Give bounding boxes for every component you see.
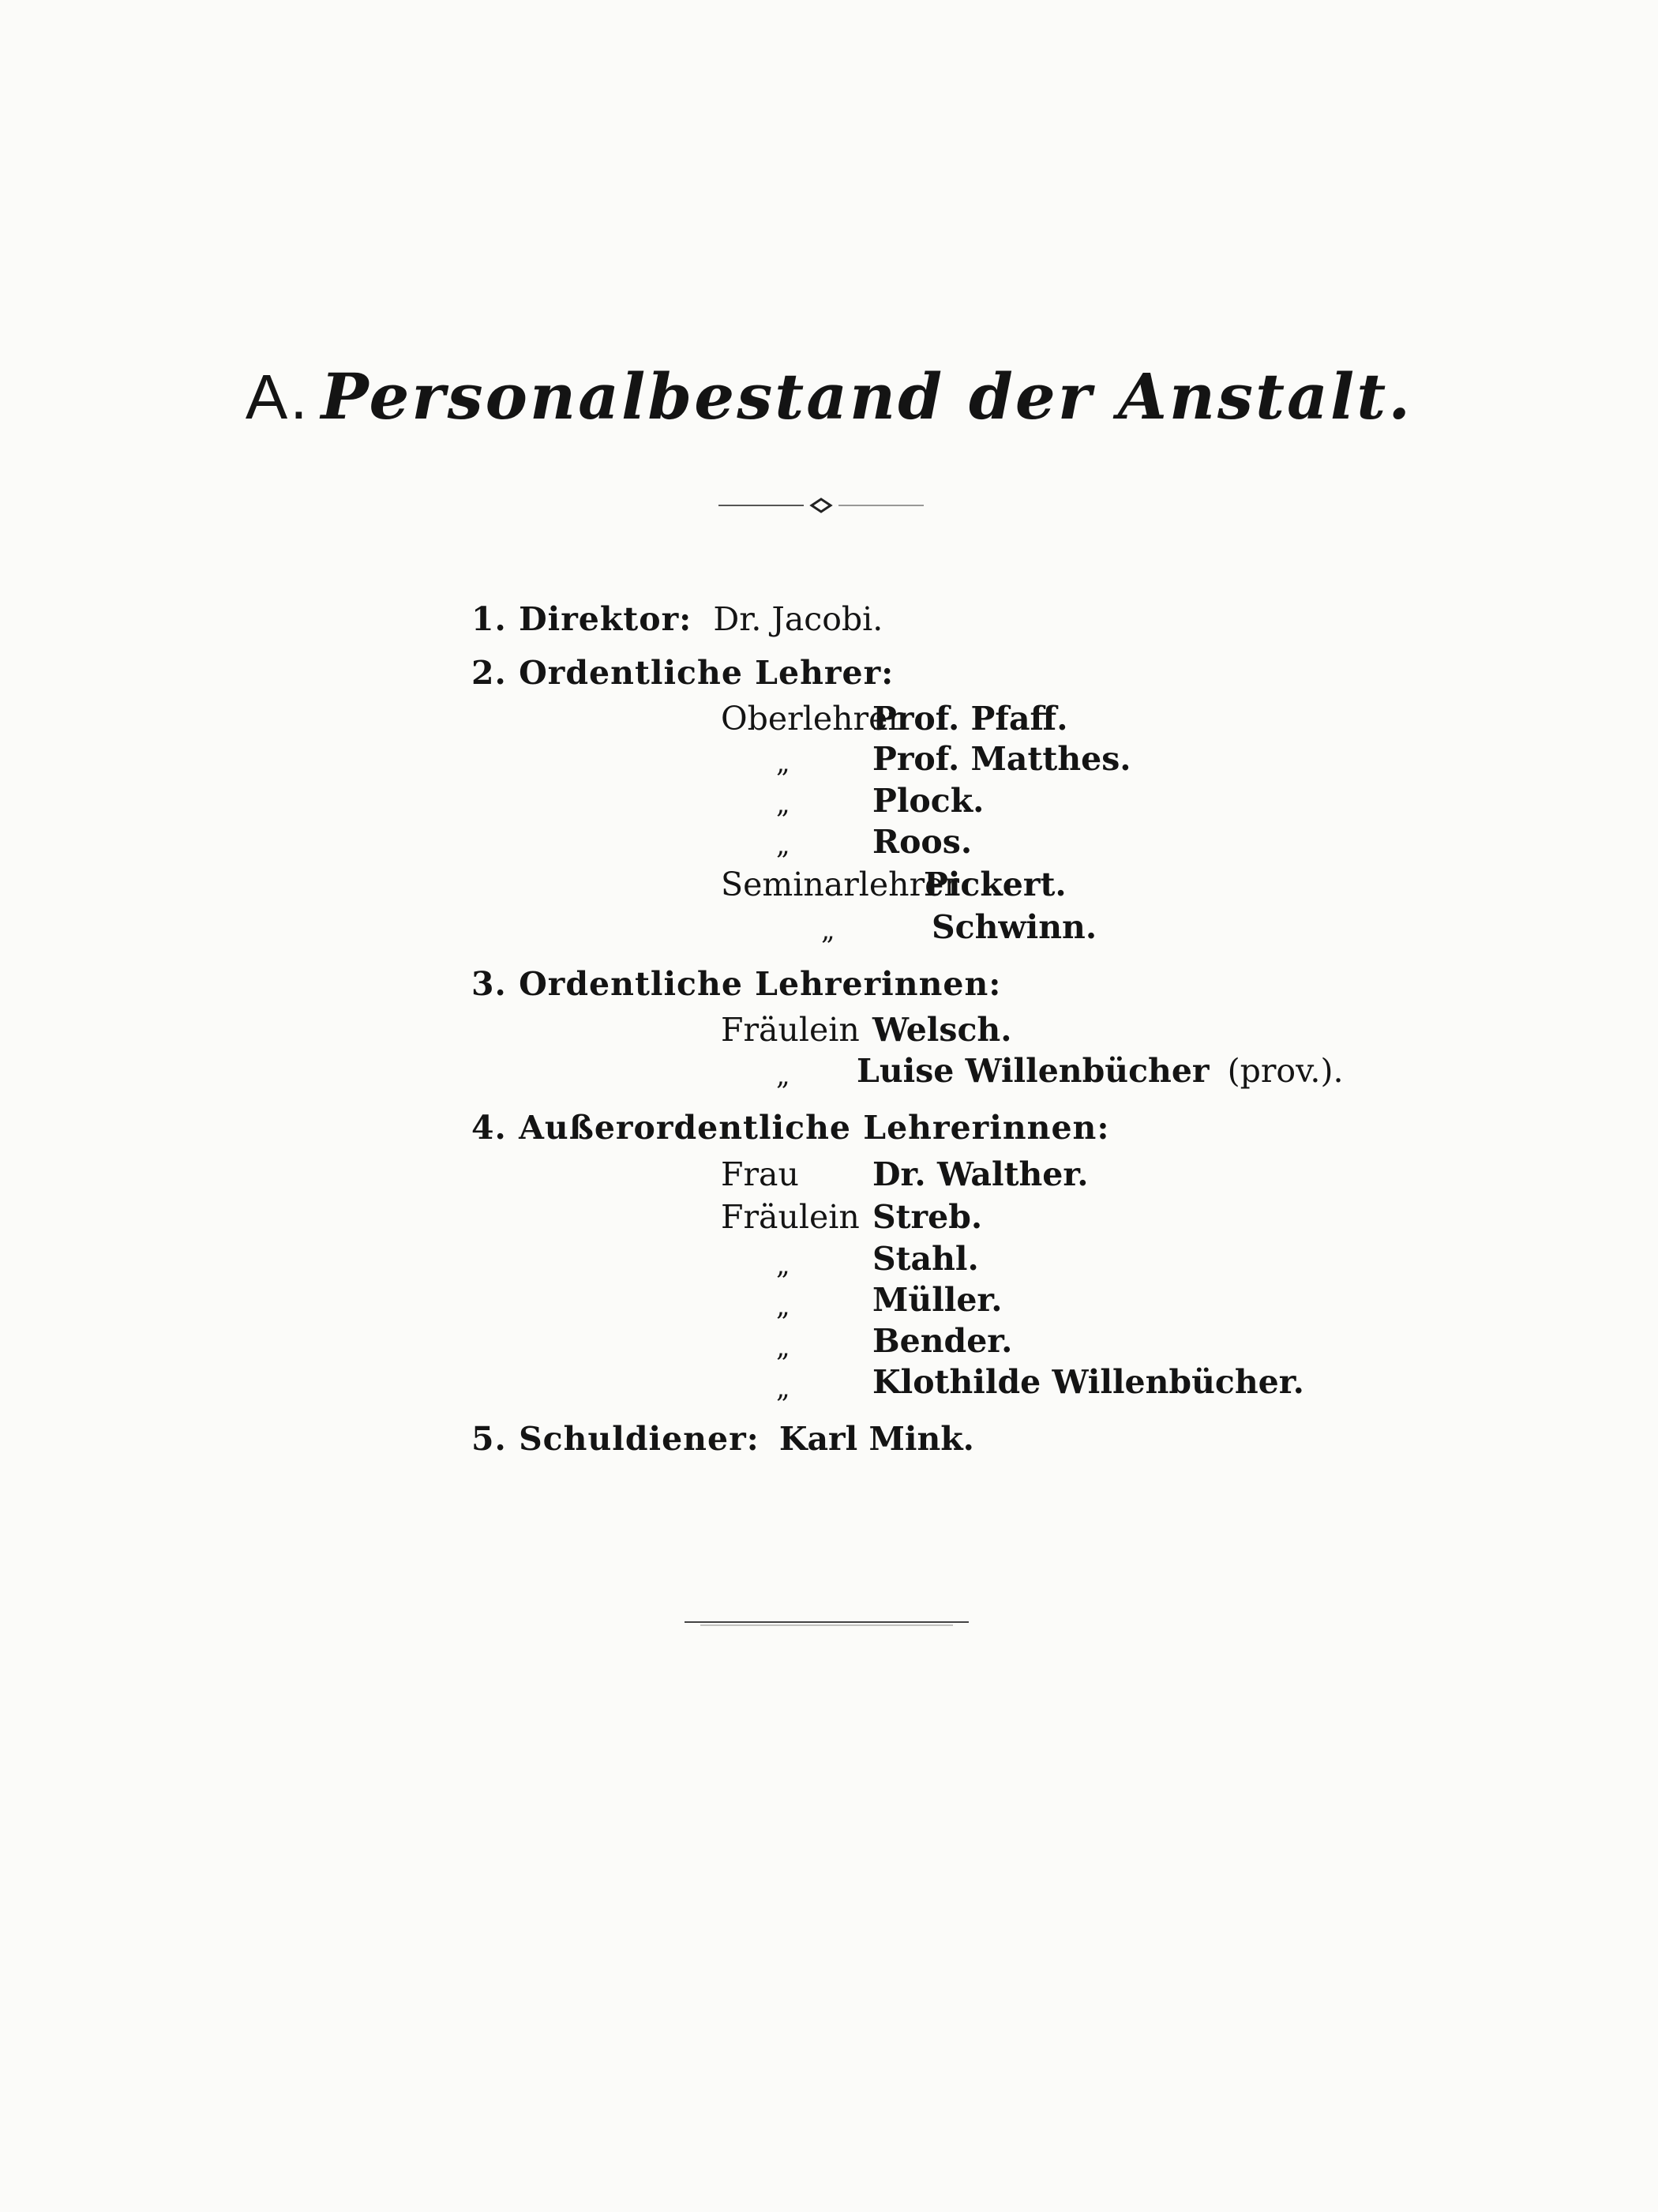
ditto-mark: „ bbox=[776, 1290, 790, 1322]
teacher-name: Plock. bbox=[872, 782, 985, 820]
teacher-name: Pickert. bbox=[924, 866, 1067, 903]
ditto-mark: „ bbox=[776, 788, 790, 820]
section-teachers-label: 2. Ordentliche Lehrer: bbox=[471, 654, 895, 692]
section-female-teachers-label: 3. Ordentliche Lehrerinnen: bbox=[471, 965, 1002, 1003]
teacher-entry bbox=[857, 1050, 1343, 1091]
teacher-name: Luise Willenbücher bbox=[857, 1052, 1210, 1090]
teacher-name: Prof. Matthes. bbox=[872, 740, 1131, 778]
teacher-name: Dr. Walther. bbox=[872, 1155, 1089, 1193]
bottom-rule-divider bbox=[685, 1621, 969, 1627]
ditto-mark: „ bbox=[776, 1249, 790, 1281]
teacher-prefix: Fräulein bbox=[721, 1198, 860, 1236]
page-title bbox=[0, 359, 1658, 434]
teacher-name: Streb. bbox=[872, 1198, 983, 1236]
section-director bbox=[471, 599, 883, 640]
teacher-name: Schwinn. bbox=[932, 908, 1097, 946]
section-janitor-label: 5. Schuldiener: bbox=[471, 1420, 760, 1458]
teacher-prefix: Oberlehrer bbox=[721, 700, 903, 738]
title-text: Personalbestand der Anstalt. bbox=[321, 359, 1413, 434]
teacher-note: (prov.). bbox=[1227, 1052, 1344, 1090]
teacher-name: Roos. bbox=[872, 823, 973, 861]
teacher-name: Welsch. bbox=[872, 1011, 1012, 1049]
section-janitor bbox=[471, 1418, 974, 1459]
section-director-label: 1. Direktor: bbox=[471, 600, 692, 638]
ornament-divider-icon bbox=[718, 496, 924, 515]
ditto-mark: „ bbox=[821, 914, 835, 946]
section-extra-teachers-label: 4. Außerordentliche Lehrerinnen: bbox=[471, 1109, 1110, 1147]
teacher-name: Bender. bbox=[872, 1322, 1013, 1360]
title-letter: A. bbox=[245, 362, 310, 432]
teacher-name: Klothilde Willenbücher. bbox=[872, 1363, 1304, 1401]
teacher-prefix: Seminarlehrer bbox=[721, 866, 960, 903]
ditto-mark: „ bbox=[776, 1373, 790, 1404]
ditto-mark: „ bbox=[776, 829, 790, 861]
ditto-mark: „ bbox=[776, 1060, 790, 1091]
teacher-prefix: Frau bbox=[721, 1155, 799, 1193]
director-name: Dr. Jacobi. bbox=[713, 600, 883, 638]
janitor-name: Karl Mink. bbox=[778, 1420, 974, 1458]
teacher-name: Prof. Pfaff. bbox=[872, 700, 1068, 738]
teacher-name: Müller. bbox=[872, 1281, 1003, 1319]
ditto-mark: „ bbox=[776, 1331, 790, 1363]
teacher-prefix: Fräulein bbox=[721, 1011, 860, 1049]
teacher-name: Stahl. bbox=[872, 1240, 979, 1278]
ditto-mark: „ bbox=[776, 747, 790, 779]
